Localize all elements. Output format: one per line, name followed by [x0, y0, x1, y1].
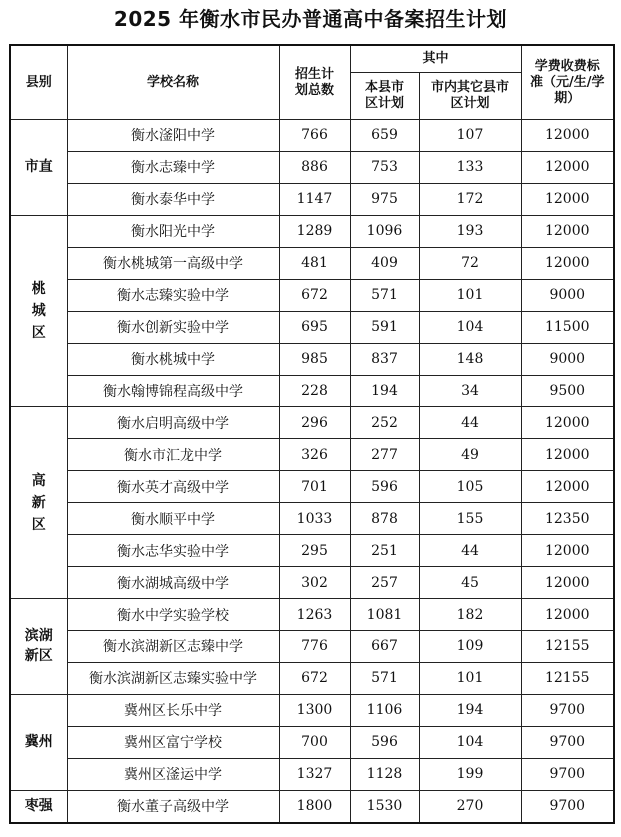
- page-title: 2025 年衡水市民办普通高中备案招生计划: [113, 7, 508, 31]
- fee-cell: 9000: [521, 343, 614, 375]
- total-cell: 326: [279, 439, 350, 471]
- local-quota-cell: 252: [350, 407, 419, 439]
- other-quota-cell: 199: [419, 758, 521, 790]
- total-cell: 766: [279, 120, 350, 152]
- fee-cell: 12000: [521, 120, 614, 152]
- local-quota-cell: 571: [350, 662, 419, 694]
- table-row: [10, 790, 614, 822]
- county-label: 高新区: [31, 472, 46, 533]
- local-quota-cell: 596: [350, 471, 419, 503]
- other-quota-cell: 148: [419, 343, 521, 375]
- header-school: 学校名称: [67, 45, 279, 120]
- fee-cell: 12000: [521, 599, 614, 631]
- table-row: [10, 471, 614, 503]
- school-name-cell: 衡水桃城第一高级中学: [67, 247, 279, 279]
- header-other-text: 市内其它县市区计划: [430, 80, 509, 111]
- header-local: [350, 73, 419, 120]
- county-cell: [10, 407, 67, 599]
- table-row: [10, 120, 614, 152]
- school-name-cell: 衡水董子高级中学: [67, 790, 279, 822]
- other-quota-cell: 72: [419, 247, 521, 279]
- school-name-cell: 衡水泰华中学: [67, 183, 279, 215]
- fee-cell: 12350: [521, 503, 614, 535]
- other-quota-cell: 182: [419, 599, 521, 631]
- fee-cell: 9700: [521, 790, 614, 822]
- school-name-cell: 衡水市汇龙中学: [67, 439, 279, 471]
- fee-cell: 12000: [521, 407, 614, 439]
- table-row: [10, 567, 614, 599]
- local-quota-cell: 878: [350, 503, 419, 535]
- total-cell: 302: [279, 567, 350, 599]
- table-row: [10, 215, 614, 247]
- local-quota-cell: 251: [350, 535, 419, 567]
- table-row: [10, 631, 614, 663]
- other-quota-cell: 107: [419, 120, 521, 152]
- local-quota-cell: 667: [350, 631, 419, 663]
- local-quota-cell: 659: [350, 120, 419, 152]
- other-quota-cell: 104: [419, 726, 521, 758]
- fee-cell: 9700: [521, 694, 614, 726]
- table-row: [10, 343, 614, 375]
- fee-cell: 12155: [521, 662, 614, 694]
- other-quota-cell: 155: [419, 503, 521, 535]
- fee-cell: 12000: [521, 151, 614, 183]
- fee-cell: 11500: [521, 311, 614, 343]
- fee-cell: 9000: [521, 279, 614, 311]
- local-quota-cell: 1106: [350, 694, 419, 726]
- table-row: [10, 439, 614, 471]
- school-name-cell: 衡水滨湖新区志臻实验中学: [67, 662, 279, 694]
- header-local-text: 本县市区计划: [364, 80, 404, 111]
- total-cell: 1800: [279, 790, 350, 822]
- total-cell: 1147: [279, 183, 350, 215]
- total-cell: 695: [279, 311, 350, 343]
- county-label: 枣强: [24, 798, 53, 815]
- table-row: [10, 247, 614, 279]
- other-quota-cell: 172: [419, 183, 521, 215]
- table-row: [10, 279, 614, 311]
- other-quota-cell: 34: [419, 375, 521, 407]
- total-cell: 481: [279, 247, 350, 279]
- table-body: [10, 120, 614, 823]
- school-name-cell: 衡水湖城高级中学: [67, 567, 279, 599]
- other-quota-cell: 133: [419, 151, 521, 183]
- county-cell: [10, 120, 67, 216]
- county-cell: [10, 215, 67, 407]
- local-quota-cell: 409: [350, 247, 419, 279]
- school-name-cell: 衡水滏阳中学: [67, 120, 279, 152]
- table-row: [10, 503, 614, 535]
- header-other: [419, 73, 521, 120]
- other-quota-cell: 101: [419, 279, 521, 311]
- total-cell: 701: [279, 471, 350, 503]
- table-row: [10, 535, 614, 567]
- fee-cell: 9700: [521, 758, 614, 790]
- fee-cell: 12000: [521, 183, 614, 215]
- county-cell: [10, 694, 67, 790]
- header-total-text: 招生计划总数: [294, 66, 334, 98]
- fee-cell: 12000: [521, 567, 614, 599]
- table-row: [10, 599, 614, 631]
- local-quota-cell: 257: [350, 567, 419, 599]
- school-name-cell: 冀州区滏运中学: [67, 758, 279, 790]
- other-quota-cell: 45: [419, 567, 521, 599]
- total-cell: 776: [279, 631, 350, 663]
- local-quota-cell: 1530: [350, 790, 419, 822]
- local-quota-cell: 837: [350, 343, 419, 375]
- header-fee: [521, 45, 614, 120]
- county-label: 冀州: [24, 734, 53, 751]
- other-quota-cell: 270: [419, 790, 521, 822]
- other-quota-cell: 49: [419, 439, 521, 471]
- local-quota-cell: 753: [350, 151, 419, 183]
- school-name-cell: 衡水翰博锦程高级中学: [67, 375, 279, 407]
- total-cell: 295: [279, 535, 350, 567]
- enrollment-plan-table: [9, 44, 615, 824]
- fee-cell: 12000: [521, 535, 614, 567]
- local-quota-cell: 571: [350, 279, 419, 311]
- school-name-cell: 衡水志华实验中学: [67, 535, 279, 567]
- table-row: [10, 694, 614, 726]
- local-quota-cell: 1128: [350, 758, 419, 790]
- local-quota-cell: 596: [350, 726, 419, 758]
- local-quota-cell: 591: [350, 311, 419, 343]
- other-quota-cell: 44: [419, 407, 521, 439]
- school-name-cell: 冀州区长乐中学: [67, 694, 279, 726]
- county-label: 桃城区: [31, 281, 46, 342]
- local-quota-cell: 277: [350, 439, 419, 471]
- header-county: 县别: [10, 45, 67, 120]
- total-cell: 700: [279, 726, 350, 758]
- other-quota-cell: 104: [419, 311, 521, 343]
- total-cell: 1033: [279, 503, 350, 535]
- fee-cell: 12000: [521, 471, 614, 503]
- header-fee-text: 学费收费标准（元/生/学期）: [530, 58, 605, 106]
- header-among: 其中: [350, 45, 521, 73]
- header-total: [279, 45, 350, 120]
- table-row: [10, 151, 614, 183]
- table-row: [10, 311, 614, 343]
- school-name-cell: 衡水滨湖新区志臻中学: [67, 631, 279, 663]
- fee-cell: 12000: [521, 215, 614, 247]
- school-name-cell: 冀州区富宁学校: [67, 726, 279, 758]
- school-name-cell: 衡水创新实验中学: [67, 311, 279, 343]
- fee-cell: 9700: [521, 726, 614, 758]
- school-name-cell: 衡水中学实验学校: [67, 599, 279, 631]
- total-cell: 1300: [279, 694, 350, 726]
- table-row: [10, 407, 614, 439]
- local-quota-cell: 1096: [350, 215, 419, 247]
- total-cell: 985: [279, 343, 350, 375]
- table-row: [10, 758, 614, 790]
- table-row: [10, 183, 614, 215]
- total-cell: 1327: [279, 758, 350, 790]
- table-row: [10, 375, 614, 407]
- school-name-cell: 衡水志臻实验中学: [67, 279, 279, 311]
- total-cell: 672: [279, 279, 350, 311]
- school-name-cell: 衡水阳光中学: [67, 215, 279, 247]
- fee-cell: 12155: [521, 631, 614, 663]
- school-name-cell: 衡水启明高级中学: [67, 407, 279, 439]
- local-quota-cell: 194: [350, 375, 419, 407]
- school-name-cell: 衡水桃城中学: [67, 343, 279, 375]
- table-row: [10, 662, 614, 694]
- local-quota-cell: 1081: [350, 599, 419, 631]
- total-cell: 886: [279, 151, 350, 183]
- county-cell: [10, 790, 67, 822]
- local-quota-cell: 975: [350, 183, 419, 215]
- other-quota-cell: 193: [419, 215, 521, 247]
- total-cell: 672: [279, 662, 350, 694]
- school-name-cell: 衡水志臻中学: [67, 151, 279, 183]
- header-row-1: [10, 45, 614, 73]
- fee-cell: 12000: [521, 247, 614, 279]
- other-quota-cell: 194: [419, 694, 521, 726]
- total-cell: 228: [279, 375, 350, 407]
- other-quota-cell: 105: [419, 471, 521, 503]
- other-quota-cell: 109: [419, 631, 521, 663]
- table-row: [10, 726, 614, 758]
- county-label: 滨湖新区: [24, 628, 53, 665]
- fee-cell: 9500: [521, 375, 614, 407]
- fee-cell: 12000: [521, 439, 614, 471]
- other-quota-cell: 101: [419, 662, 521, 694]
- county-label: 市直: [24, 159, 53, 176]
- total-cell: 1289: [279, 215, 350, 247]
- total-cell: 1263: [279, 599, 350, 631]
- school-name-cell: 衡水顺平中学: [67, 503, 279, 535]
- other-quota-cell: 44: [419, 535, 521, 567]
- school-name-cell: 衡水英才高级中学: [67, 471, 279, 503]
- total-cell: 296: [279, 407, 350, 439]
- county-cell: [10, 599, 67, 695]
